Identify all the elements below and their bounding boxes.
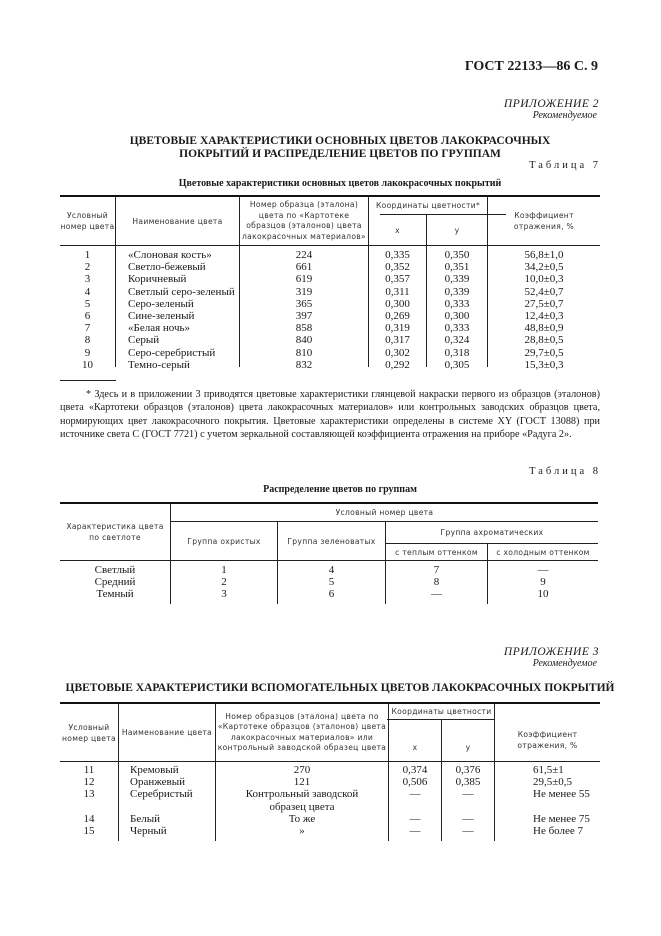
table-cell: 661 bbox=[295, 261, 313, 274]
table7-header-num: Условный номер цвета bbox=[60, 211, 115, 231]
table-cell: Серый bbox=[128, 334, 160, 347]
table-cell: » bbox=[299, 824, 305, 837]
table-cell: 52,4±0,7 bbox=[524, 285, 564, 298]
table7-header-reflectance: Коэффициент отражения, % bbox=[513, 211, 575, 231]
table-aux-header-rule bbox=[60, 761, 600, 762]
table-cell: 619 bbox=[295, 273, 313, 286]
footnote-rule bbox=[60, 380, 116, 381]
table-cell: 27,5±0,7 bbox=[524, 297, 564, 310]
table-cell: 56,8±1,0 bbox=[524, 249, 564, 261]
table7-header-sample: Номер образца (эталона) цвета по «Картотеке образцов (эталонов) цвета лакокрасочных материалов» bbox=[242, 200, 366, 241]
table-cell: 1 bbox=[84, 249, 91, 261]
table8-col-cold bbox=[488, 564, 598, 601]
table-cell: 0,318 bbox=[444, 346, 470, 359]
section-title-line2: ПОКРЫТИЙ И РАСПРЕДЕЛЕНИЕ ЦВЕТОВ ПО ГРУППАМ bbox=[179, 148, 501, 160]
table-cell: Светлый bbox=[94, 564, 136, 576]
table-cell: 224 bbox=[295, 249, 313, 261]
table8-header-warm: с теплым оттенком bbox=[395, 547, 478, 557]
table-cell: 0,324 bbox=[444, 334, 470, 347]
table-aux-header-sample: Номер образцов (эталона) цвета по «Картотеке образцов (эталонов) цвета лакокрасочных материалов» или контрольный заводской образец цвета bbox=[217, 711, 387, 752]
table-cell: — bbox=[462, 812, 474, 825]
table-cell: 8 bbox=[433, 576, 440, 589]
table-cell: Контрольный заводской bbox=[245, 788, 359, 801]
appendix-3-title: ПРИЛОЖЕНИЕ 3 bbox=[503, 646, 599, 658]
table-cell: 3 bbox=[84, 273, 91, 286]
table8-label: Таблица 8 bbox=[529, 466, 601, 477]
table7-caption: Цветовые характеристики основных цветов лакокрасочных покрытий bbox=[178, 178, 502, 189]
table-cell: 0,319 bbox=[385, 322, 410, 335]
table-cell: 2 bbox=[221, 576, 227, 589]
table-cell: 3 bbox=[221, 588, 227, 601]
appendix-2-status: Рекомендуемое bbox=[532, 110, 597, 121]
appendix-3-section-title: ЦВЕТОВЫЕ ХАРАКТЕРИСТИКИ ВСПОМОГАТЕЛЬНЫХ ЦВЕТОВ ЛАКОКРАСОЧНЫХ ПОКРЫТИЙ bbox=[65, 682, 615, 694]
table-cell: образец цвета bbox=[269, 800, 335, 813]
table-cell: 15 bbox=[83, 824, 95, 837]
table-cell: 121 bbox=[293, 776, 311, 789]
table-cell: 810 bbox=[295, 346, 313, 359]
table-cell: 365 bbox=[295, 297, 313, 310]
table-cell: 10 bbox=[537, 588, 549, 601]
table-aux-col-y bbox=[442, 764, 494, 837]
table8-header-ochre: Группа охристых bbox=[187, 536, 261, 546]
section-title-line1: ЦВЕТОВЫЕ ХАРАКТЕРИСТИКИ ОСНОВНЫХ ЦВЕТОВ ЛАКОКРАСОЧНЫХ bbox=[129, 135, 551, 147]
table-cell: Оранжевый bbox=[130, 776, 186, 789]
table-cell: — bbox=[409, 824, 421, 837]
table-cell: Черный bbox=[130, 824, 167, 837]
table-cell: 12 bbox=[83, 776, 95, 789]
table-cell: 0,357 bbox=[385, 273, 410, 286]
table-cell: 61,5±1 bbox=[533, 764, 564, 776]
table-cell: 9 bbox=[84, 346, 91, 359]
table-cell: 34,2±0,5 bbox=[524, 261, 564, 274]
table-cell: 0,300 bbox=[444, 309, 470, 322]
table-cell: 0,335 bbox=[385, 249, 410, 261]
table7-col-reflectance bbox=[488, 249, 600, 371]
table-cell: 0,333 bbox=[444, 322, 470, 335]
table-aux-col-num bbox=[60, 764, 118, 837]
table-cell: Не менее 55 bbox=[533, 788, 590, 801]
table7-header-y: y bbox=[454, 225, 460, 235]
table-cell: Коричневый bbox=[128, 273, 187, 286]
table-cell: 0,333 bbox=[444, 297, 470, 310]
table-cell: 0,339 bbox=[444, 285, 470, 298]
table-cell: 0,374 bbox=[402, 764, 428, 776]
table-cell: Белый bbox=[130, 812, 160, 825]
table-cell: 840 bbox=[295, 334, 313, 347]
table-aux-col-sample bbox=[216, 764, 388, 837]
table-cell: «Белая ночь» bbox=[128, 322, 191, 335]
footnote: * Здесь и в приложении 3 приводятся цветовые характеристики глянцевой накраски первого из образцов (эталонов) цвета «Картотеки образцов (эталонов) цвета лакокрасочных материалов» или контрольных заводских образцов цвета, нормирующих цвет лакокрасочного покрытия. Цветовые характеристики определены в системе XY (ГОСТ 13088) при источнике света С (ГОСТ 7721) с учетом зеркальной составляющей коэффициента отражения на приборе «Радуга 2». bbox=[60, 389, 600, 440]
table-cell: 13 bbox=[83, 788, 95, 801]
table-cell: Темный bbox=[96, 588, 134, 601]
table8-header-achrom: Группа ахроматических bbox=[440, 528, 544, 537]
table-cell: 29,7±0,5 bbox=[524, 346, 564, 359]
table7-col-name bbox=[128, 249, 238, 371]
table-cell: 0,351 bbox=[444, 261, 470, 274]
table-cell: Серо-серебристый bbox=[128, 346, 216, 359]
table-cell: То же bbox=[288, 812, 316, 825]
table7-header-coords: Координаты цветности* bbox=[375, 201, 481, 210]
table-aux-col-reflectance bbox=[533, 764, 600, 837]
table7-header-rule bbox=[60, 245, 600, 246]
table-cell: — bbox=[462, 788, 474, 801]
table-cell: 319 bbox=[295, 285, 313, 298]
table-cell: — bbox=[462, 824, 474, 837]
table-cell: 9 bbox=[540, 576, 546, 589]
table-cell: 270 bbox=[293, 764, 311, 776]
table-cell: 5 bbox=[84, 297, 91, 310]
table-cell: 0,385 bbox=[455, 776, 481, 789]
table-cell: 0,269 bbox=[385, 309, 410, 322]
table-cell: 0,317 bbox=[385, 334, 410, 347]
table-cell: Серо-зеленый bbox=[128, 297, 194, 310]
table-cell: Светлый серо-зеленый bbox=[128, 285, 235, 298]
page-header-code: ГОСТ 22133—86 С. 9 bbox=[464, 59, 598, 74]
table-cell: 1 bbox=[221, 564, 227, 576]
table7-col-num bbox=[60, 249, 115, 371]
table-aux-header-x: x bbox=[412, 743, 418, 752]
table-aux-col-name bbox=[130, 764, 215, 837]
table-aux-header-reflectance: Коэффициент отражения, % bbox=[517, 729, 578, 750]
table-cell: 0,305 bbox=[444, 358, 470, 371]
table-cell: 14 bbox=[83, 812, 95, 825]
appendix-2-title: ПРИЛОЖЕНИЕ 2 bbox=[503, 98, 599, 110]
table-cell: 7 bbox=[433, 564, 440, 576]
table-cell: Не менее 75 bbox=[533, 812, 590, 825]
table-cell: 48,8±0,9 bbox=[524, 322, 564, 335]
table7-header-name: Наименование цвета bbox=[132, 216, 223, 226]
table8-header-green: Группа зеленоватых bbox=[287, 536, 376, 546]
table7-col-y bbox=[427, 249, 487, 371]
table7-col-sample bbox=[240, 249, 368, 371]
table-cell: 15,3±0,3 bbox=[524, 358, 564, 371]
table-cell: — bbox=[409, 812, 421, 825]
table-cell: Кремовый bbox=[130, 764, 179, 776]
table-cell: 29,5±0,5 bbox=[533, 776, 573, 789]
table-cell: — bbox=[537, 564, 549, 576]
table-aux-header-name: Наименование цвета bbox=[121, 728, 213, 737]
table8-col-ochre bbox=[171, 564, 277, 601]
table7-header-x: x bbox=[395, 225, 400, 235]
table-cell: 12,4±0,3 bbox=[524, 309, 564, 322]
table-cell: 6 bbox=[84, 309, 91, 322]
table-aux-header-y: y bbox=[465, 743, 471, 752]
table8-header-char: Характеристика цвета по светлоте bbox=[66, 522, 164, 542]
table-cell: 0,339 bbox=[444, 273, 470, 286]
table-cell: 7 bbox=[84, 322, 91, 335]
table-cell: 0,300 bbox=[385, 297, 410, 310]
table-cell: 11 bbox=[83, 764, 95, 776]
table-cell: — bbox=[431, 588, 442, 601]
table8-header-cold: с холодным оттенком bbox=[496, 547, 590, 557]
table-aux-header-num: Условный номер цвета bbox=[62, 722, 116, 743]
section-title bbox=[60, 135, 620, 161]
table7-label: Таблица 7 bbox=[529, 160, 601, 171]
table-cell: 0,350 bbox=[444, 249, 470, 261]
table-cell: 4 bbox=[84, 285, 91, 298]
appendix-3-status: Рекомендуемое bbox=[532, 658, 597, 669]
table-cell: Светло-бежевый bbox=[128, 261, 206, 274]
table-cell: Темно-серый bbox=[128, 358, 190, 371]
table-cell: 6 bbox=[328, 588, 335, 601]
table-cell: 858 bbox=[295, 322, 313, 335]
table-cell: 397 bbox=[295, 309, 313, 322]
table-cell: Серебристый bbox=[130, 788, 193, 801]
table-cell: 0,302 bbox=[385, 346, 410, 359]
table-cell: 5 bbox=[328, 576, 335, 589]
table8-header-cond: Условный номер цвета bbox=[335, 508, 434, 517]
table-cell: 832 bbox=[295, 358, 313, 371]
table-aux-col-x bbox=[389, 764, 441, 837]
table-cell: Средний bbox=[94, 576, 136, 589]
table-cell: 0,376 bbox=[455, 764, 481, 776]
table8-col-green bbox=[278, 564, 385, 601]
table-cell: 10 bbox=[82, 358, 93, 371]
table-cell: 28,8±0,5 bbox=[524, 334, 564, 347]
table8-caption: Распределение цветов по группам bbox=[263, 484, 417, 495]
table-cell: 2 bbox=[84, 261, 91, 274]
table-cell: 10,0±0,3 bbox=[524, 273, 564, 286]
table-cell: 0,311 bbox=[385, 285, 410, 298]
table-cell: Не более 7 bbox=[533, 824, 584, 837]
table-cell: 0,506 bbox=[402, 776, 428, 789]
table8-col-char bbox=[60, 564, 170, 601]
table-cell: — bbox=[409, 788, 421, 801]
table8-col-warm bbox=[386, 564, 487, 601]
table7-col-x bbox=[369, 249, 426, 371]
table-cell: «Слоновая кость» bbox=[128, 249, 212, 261]
table-aux-header-coords: Координаты цветности bbox=[391, 707, 492, 716]
table8-header-rule bbox=[60, 560, 598, 561]
table-cell: 0,292 bbox=[385, 358, 410, 371]
table-cell: 8 bbox=[84, 334, 91, 347]
table-cell: 4 bbox=[328, 564, 335, 576]
table-cell: Сине-зеленый bbox=[128, 309, 195, 322]
table-cell: 0,352 bbox=[385, 261, 410, 274]
